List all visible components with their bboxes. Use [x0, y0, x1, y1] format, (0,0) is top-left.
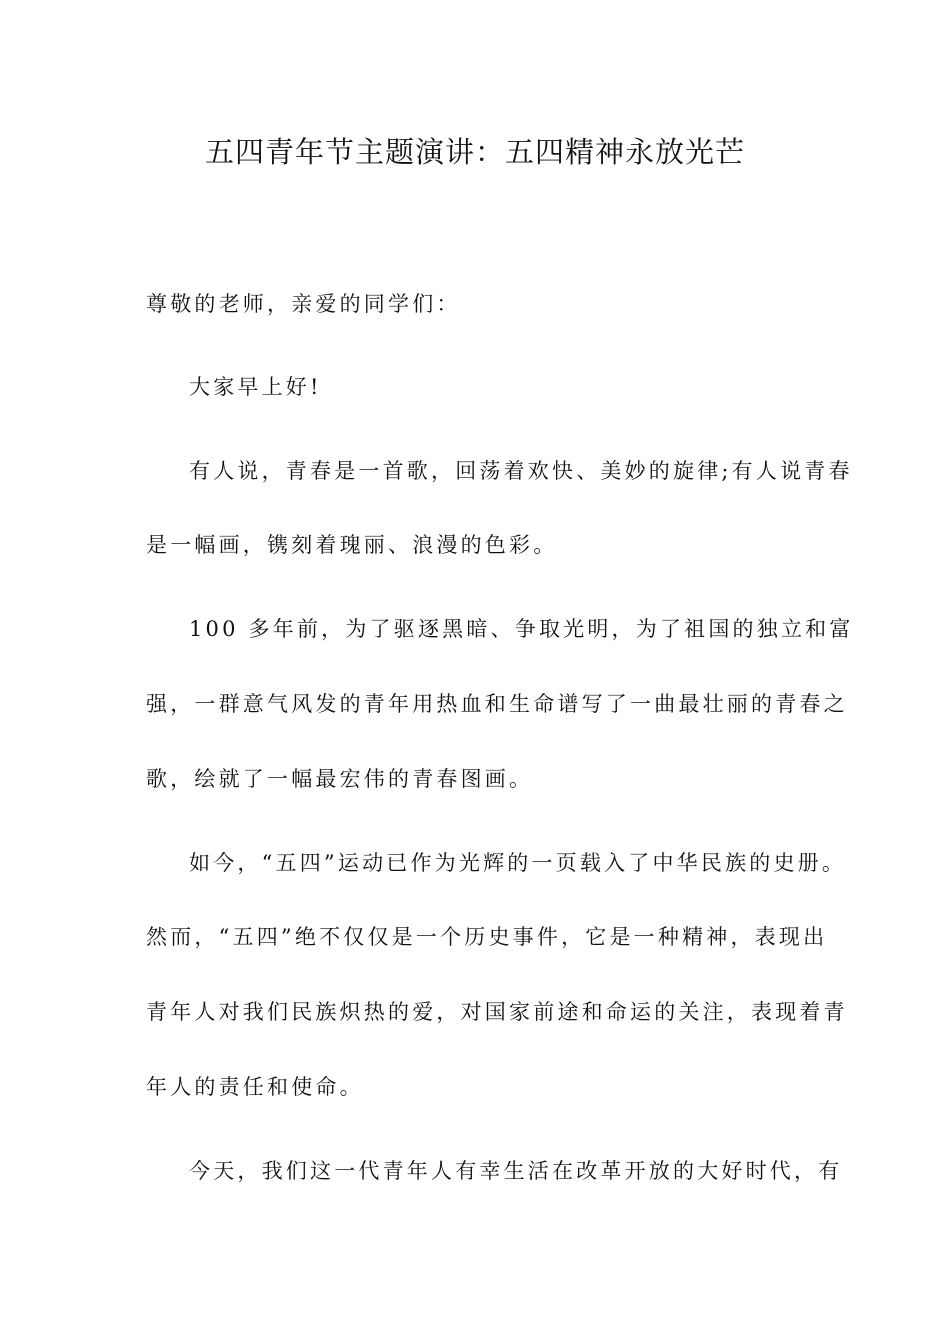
paragraph-2-line-1: 100 多年前，为了驱逐黑暗、争取光明，为了祖国的独立和富 — [189, 617, 854, 641]
document-title: 五四青年节主题演讲：五四精神永放光芒 — [204, 135, 745, 169]
paragraph-3-line-4: 年人的责任和使命。 — [146, 1075, 364, 1099]
paragraph-1-line-2: 是一幅画，镌刻着瑰丽、浪漫的色彩。 — [146, 533, 558, 557]
greeting-line: 大家早上好! — [189, 375, 322, 399]
paragraph-4-line-1: 今天，我们这一代青年人有幸生活在改革开放的大好时代，有 — [189, 1159, 843, 1183]
paragraph-2-line-2: 强，一群意气风发的青年用热血和生命谱写了一曲最壮丽的青春之 — [146, 692, 848, 716]
paragraph-3-line-3: 青年人对我们民族炽热的爱，对国家前途和命运的关注，表现着青 — [146, 1000, 848, 1024]
paragraph-3-line-2: 然而，“五四”绝不仅仅是一个历史事件，它是一种精神，表现出 — [146, 925, 828, 949]
paragraph-3-line-1: 如今，“五四”运动已作为光辉的一页载入了中华民族的史册。 — [189, 851, 847, 875]
paragraph-2-line-3: 歌，绘就了一幅最宏伟的青春图画。 — [146, 767, 534, 791]
paragraph-1-line-1: 有人说，青春是一首歌，回荡着欢快、美妙的旋律;有人说青春 — [189, 459, 853, 483]
salutation-line: 尊敬的老师，亲爱的同学们： — [146, 292, 461, 316]
